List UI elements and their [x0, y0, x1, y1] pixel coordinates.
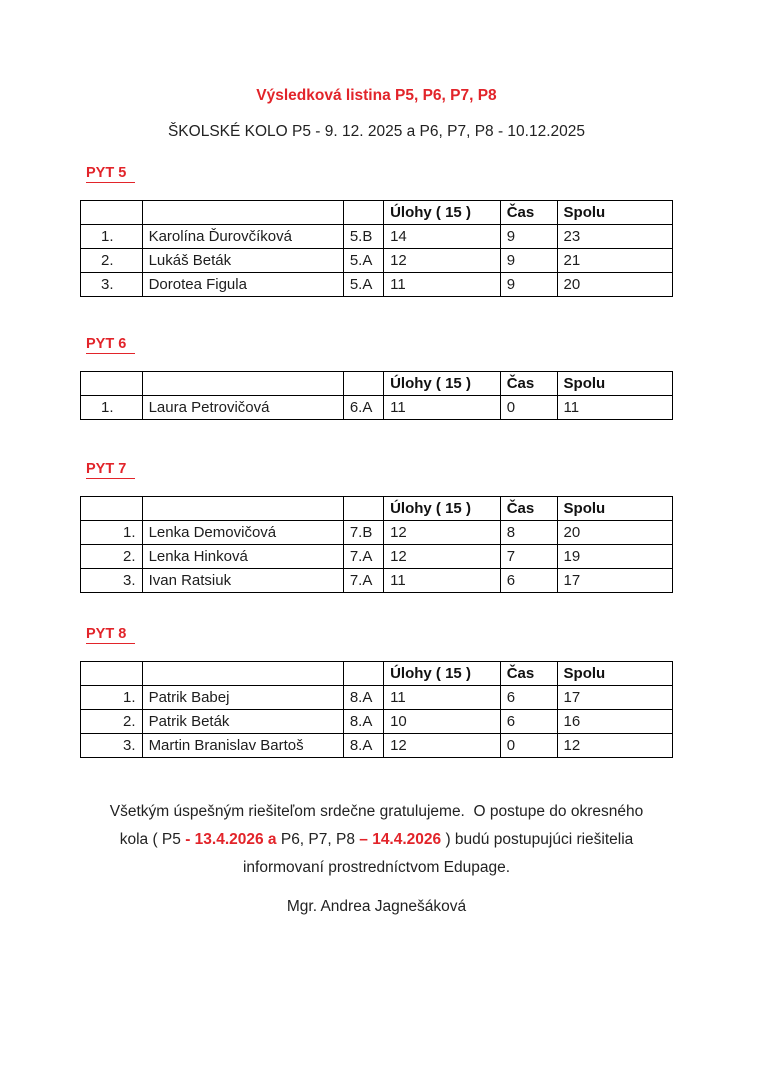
class-cell: 7.A: [343, 569, 383, 593]
ulohy-cell: 12: [384, 734, 501, 758]
empty-header-cell: [142, 497, 343, 521]
column-header-spolu: Spolu: [557, 372, 672, 396]
spolu-cell: 19: [557, 545, 672, 569]
section-heading: [86, 626, 673, 643]
spolu-cell: 16: [557, 710, 672, 734]
column-header-cas: Čas: [500, 201, 557, 225]
section-heading: [86, 336, 673, 353]
section-heading-label: PYT 7: [86, 461, 135, 479]
results-table-pyt-5: [80, 200, 673, 297]
class-cell: 8.A: [343, 710, 383, 734]
rank-cell: 3.: [81, 569, 143, 593]
rank-cell: 1.: [81, 396, 143, 420]
table-row: [81, 273, 673, 297]
column-header-ulohy: Úlohy ( 15 ): [384, 662, 501, 686]
empty-header-cell: [142, 372, 343, 396]
section-pyt-7: [80, 461, 673, 593]
table-row: [81, 710, 673, 734]
ulohy-cell: 11: [384, 686, 501, 710]
empty-header-cell: [343, 662, 383, 686]
section-heading: [86, 165, 673, 182]
table-row: [81, 249, 673, 273]
empty-header-cell: [81, 201, 143, 225]
class-cell: 7.A: [343, 545, 383, 569]
highlight-date: - 13.4.2026 a: [185, 831, 277, 848]
cas-cell: 8: [500, 521, 557, 545]
class-cell: 8.A: [343, 734, 383, 758]
cas-cell: 9: [500, 273, 557, 297]
empty-header-cell: [343, 201, 383, 225]
spolu-cell: 20: [557, 521, 672, 545]
column-header-cas: Čas: [500, 662, 557, 686]
column-header-spolu: Spolu: [557, 497, 672, 521]
rank-cell: 2.: [81, 545, 143, 569]
section-heading: [86, 461, 673, 478]
class-cell: 8.A: [343, 686, 383, 710]
closing-line: [80, 798, 673, 826]
column-header-ulohy: Úlohy ( 15 ): [384, 201, 501, 225]
rank-cell: 2.: [81, 249, 143, 273]
ulohy-cell: 12: [384, 521, 501, 545]
ulohy-cell: 12: [384, 249, 501, 273]
table-header-row: [81, 497, 673, 521]
empty-header-cell: [81, 372, 143, 396]
name-cell: Lenka Demovičová: [142, 521, 343, 545]
ulohy-cell: 14: [384, 225, 501, 249]
section-pyt-8: [80, 626, 673, 758]
rank-cell: 1.: [81, 521, 143, 545]
column-header-cas: Čas: [500, 497, 557, 521]
results-table-pyt-8: [80, 661, 673, 758]
cas-cell: 6: [500, 686, 557, 710]
empty-header-cell: [343, 372, 383, 396]
rank-cell: 1.: [81, 686, 143, 710]
section-heading-label: PYT 8: [86, 626, 135, 644]
spolu-cell: 20: [557, 273, 672, 297]
spolu-cell: 17: [557, 686, 672, 710]
highlight-date: – 14.4.2026: [359, 831, 442, 848]
cas-cell: 0: [500, 734, 557, 758]
table-row: [81, 545, 673, 569]
rank-cell: 2.: [81, 710, 143, 734]
document-subtitle: ŠKOLSKÉ KOLO P5 - 9. 12. 2025 a P6, P7, P8 - 10.12.2025: [167, 123, 586, 140]
column-header-spolu: Spolu: [557, 662, 672, 686]
spolu-cell: 17: [557, 569, 672, 593]
section-pyt-5: [80, 165, 673, 297]
table-row: [81, 686, 673, 710]
cas-cell: 9: [500, 225, 557, 249]
section-heading-label: PYT 6: [86, 336, 135, 354]
rank-cell: 1.: [81, 225, 143, 249]
closing-text: P6, P7, P8: [276, 831, 360, 848]
name-cell: Lenka Hinková: [142, 545, 343, 569]
class-cell: 5.A: [343, 249, 383, 273]
cas-cell: 6: [500, 710, 557, 734]
column-header-ulohy: Úlohy ( 15 ): [384, 497, 501, 521]
cas-cell: 6: [500, 569, 557, 593]
class-cell: 5.B: [343, 225, 383, 249]
empty-header-cell: [142, 201, 343, 225]
name-cell: Patrik Babej: [142, 686, 343, 710]
closing-text: Všetkým úspešným riešiteľom srdečne gratulujeme. O postupe do okresného: [109, 803, 644, 820]
empty-header-cell: [142, 662, 343, 686]
column-header-ulohy: Úlohy ( 15 ): [384, 372, 501, 396]
table-header-row: [81, 201, 673, 225]
empty-header-cell: [81, 497, 143, 521]
rank-cell: 3.: [81, 273, 143, 297]
table-row: [81, 569, 673, 593]
class-cell: 5.A: [343, 273, 383, 297]
ulohy-cell: 10: [384, 710, 501, 734]
table-row: [81, 225, 673, 249]
empty-header-cell: [343, 497, 383, 521]
spolu-cell: 11: [557, 396, 672, 420]
section-heading-label: PYT 5: [86, 165, 135, 183]
name-cell: Ivan Ratsiuk: [142, 569, 343, 593]
results-table-pyt-7: [80, 496, 673, 593]
closing-paragraph: [80, 798, 673, 882]
closing-line: [80, 854, 673, 882]
cas-cell: 0: [500, 396, 557, 420]
column-header-cas: Čas: [500, 372, 557, 396]
rank-cell: 3.: [81, 734, 143, 758]
name-cell: Patrik Beták: [142, 710, 343, 734]
table-header-row: [81, 662, 673, 686]
name-cell: Martin Branislav Bartoš: [142, 734, 343, 758]
ulohy-cell: 11: [384, 273, 501, 297]
spolu-cell: 23: [557, 225, 672, 249]
table-header-row: [81, 372, 673, 396]
ulohy-cell: 11: [384, 569, 501, 593]
section-pyt-6: [80, 336, 673, 420]
spolu-cell: 21: [557, 249, 672, 273]
name-cell: Laura Petrovičová: [142, 396, 343, 420]
spolu-cell: 12: [557, 734, 672, 758]
ulohy-cell: 11: [384, 396, 501, 420]
name-cell: Lukáš Beták: [142, 249, 343, 273]
class-cell: 6.A: [343, 396, 383, 420]
cas-cell: 9: [500, 249, 557, 273]
cas-cell: 7: [500, 545, 557, 569]
closing-text: informovaní prostredníctvom Edupage.: [242, 859, 511, 876]
sections-container: [80, 165, 673, 758]
class-cell: 7.B: [343, 521, 383, 545]
name-cell: Karolína Ďurovčíková: [142, 225, 343, 249]
closing-text: kola ( P5: [119, 831, 186, 848]
table-row: [81, 396, 673, 420]
closing-text: ) budú postupujúci riešitelia: [441, 831, 634, 848]
empty-header-cell: [81, 662, 143, 686]
closing-line: [80, 826, 673, 854]
table-row: [81, 521, 673, 545]
signature: Mgr. Andrea Jagnešáková: [286, 898, 467, 915]
name-cell: Dorotea Figula: [142, 273, 343, 297]
results-table-pyt-6: [80, 371, 673, 420]
ulohy-cell: 12: [384, 545, 501, 569]
document-title: Výsledková listina P5, P6, P7, P8: [256, 87, 497, 104]
table-row: [81, 734, 673, 758]
column-header-spolu: Spolu: [557, 201, 672, 225]
